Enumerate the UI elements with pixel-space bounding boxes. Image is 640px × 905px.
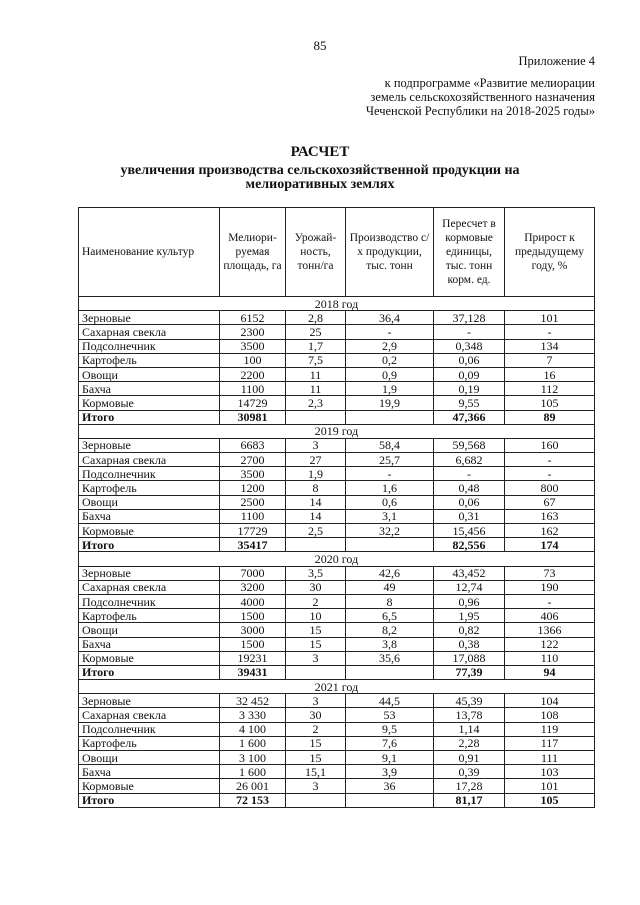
- table-cell: 9,1: [346, 751, 434, 765]
- total-cell: 72 153: [220, 793, 286, 807]
- crop-name-cell: Картофель: [79, 353, 220, 367]
- table-row: [79, 339, 595, 353]
- table-cell: 73: [505, 566, 595, 580]
- table-cell: 190: [505, 580, 595, 594]
- total-cell: [346, 538, 434, 552]
- table-cell: 112: [505, 382, 595, 396]
- table-cell: 2200: [220, 367, 286, 381]
- table-cell: 15: [286, 637, 346, 651]
- table-cell: 3500: [220, 339, 286, 353]
- total-cell: [286, 538, 346, 552]
- table-cell: 3: [286, 694, 346, 708]
- table-cell: 1,6: [346, 481, 434, 495]
- table-row: [79, 353, 595, 367]
- table-cell: 44,5: [346, 694, 434, 708]
- table-cell: 3,5: [286, 566, 346, 580]
- table-row: [79, 495, 595, 509]
- crop-name-cell: Бахча: [79, 765, 220, 779]
- year-row: [79, 680, 595, 694]
- table-cell: 100: [220, 353, 286, 367]
- appendix-header: [366, 54, 595, 118]
- table-cell: 117: [505, 736, 595, 750]
- table-cell: 1200: [220, 481, 286, 495]
- document-subtitle: увеличения производства сельскохозяйственной продукции на мелиоративных землях: [120, 163, 520, 192]
- table-cell: 7000: [220, 566, 286, 580]
- table-cell: 8: [286, 481, 346, 495]
- table-cell: -: [346, 467, 434, 481]
- table-cell: 0,48: [434, 481, 505, 495]
- table-cell: 36,4: [346, 311, 434, 325]
- table-cell: 3: [286, 779, 346, 793]
- table-cell: 3200: [220, 580, 286, 594]
- table-cell: 2,28: [434, 736, 505, 750]
- appendix-subprogram-line: земель сельскохозяйственного назначения: [370, 90, 595, 104]
- table-cell: 0,31: [434, 509, 505, 523]
- table-cell: 8: [346, 594, 434, 608]
- crop-name-cell: Овощи: [79, 367, 220, 381]
- crop-name-cell: Бахча: [79, 637, 220, 651]
- table-cell: 0,348: [434, 339, 505, 353]
- crop-name-cell: Зерновые: [79, 311, 220, 325]
- table-row: [79, 779, 595, 793]
- table-row: [79, 382, 595, 396]
- total-row: [79, 410, 595, 424]
- table-cell: 14: [286, 509, 346, 523]
- table-cell: 2: [286, 722, 346, 736]
- page-number: 85: [313, 38, 327, 53]
- table-cell: 1,95: [434, 609, 505, 623]
- total-cell: [346, 410, 434, 424]
- column-header-production: Производство с/х продукции, тыс. тонн: [346, 208, 434, 297]
- table-row: [79, 325, 595, 339]
- total-cell: [286, 793, 346, 807]
- table-cell: 1 600: [220, 736, 286, 750]
- table-row: [79, 396, 595, 410]
- table-cell: 19,9: [346, 396, 434, 410]
- table-cell: 6,682: [434, 453, 505, 467]
- total-label-cell: Итого: [79, 793, 220, 807]
- table-cell: 1,9: [346, 382, 434, 396]
- table-cell: 101: [505, 779, 595, 793]
- total-row: [79, 793, 595, 807]
- crop-name-cell: Сахарная свекла: [79, 453, 220, 467]
- table-cell: 3500: [220, 467, 286, 481]
- total-label-cell: Итого: [79, 410, 220, 424]
- total-cell: 89: [505, 410, 595, 424]
- total-row: [79, 538, 595, 552]
- total-cell: 47,366: [434, 410, 505, 424]
- crop-name-cell: Сахарная свекла: [79, 325, 220, 339]
- crop-name-cell: Подсолнечник: [79, 594, 220, 608]
- crop-name-cell: Картофель: [79, 481, 220, 495]
- crop-name-cell: Зерновые: [79, 438, 220, 452]
- total-cell: [286, 665, 346, 679]
- column-header-feed-units: Пересчет в кормовые единицы, тыс. тонн корм. ед.: [434, 208, 505, 297]
- table-row: [79, 637, 595, 651]
- crop-name-cell: Овощи: [79, 623, 220, 637]
- table-cell: 1100: [220, 382, 286, 396]
- column-header-growth: Прирост к предыдущему году, %: [505, 208, 595, 297]
- table-cell: 1,14: [434, 722, 505, 736]
- crop-name-cell: Кормовые: [79, 651, 220, 665]
- table-cell: 4 100: [220, 722, 286, 736]
- crop-name-cell: Овощи: [79, 751, 220, 765]
- total-cell: 30981: [220, 410, 286, 424]
- table-cell: 0,96: [434, 594, 505, 608]
- total-cell: 94: [505, 665, 595, 679]
- table-cell: 2500: [220, 495, 286, 509]
- table-cell: 58,4: [346, 438, 434, 452]
- table-cell: 3 330: [220, 708, 286, 722]
- table-cell: 3000: [220, 623, 286, 637]
- table-cell: 14: [286, 495, 346, 509]
- table-cell: 9,5: [346, 722, 434, 736]
- table-cell: 15: [286, 736, 346, 750]
- table-cell: 0,06: [434, 353, 505, 367]
- table-cell: 0,91: [434, 751, 505, 765]
- total-cell: 77,39: [434, 665, 505, 679]
- crop-name-cell: Подсолнечник: [79, 339, 220, 353]
- table-cell: 9,55: [434, 396, 505, 410]
- table-cell: 15,456: [434, 524, 505, 538]
- table-row: [79, 453, 595, 467]
- table-cell: 32,2: [346, 524, 434, 538]
- year-label: 2019 год: [79, 424, 595, 438]
- total-cell: 35417: [220, 538, 286, 552]
- table-cell: 53: [346, 708, 434, 722]
- table-cell: 16: [505, 367, 595, 381]
- table-row: [79, 524, 595, 538]
- table-cell: 4000: [220, 594, 286, 608]
- table-cell: 0,19: [434, 382, 505, 396]
- table-cell: 26 001: [220, 779, 286, 793]
- table-cell: 2,9: [346, 339, 434, 353]
- table-cell: 15,1: [286, 765, 346, 779]
- total-cell: 82,556: [434, 538, 505, 552]
- table-cell: 0,2: [346, 353, 434, 367]
- table-cell: 13,78: [434, 708, 505, 722]
- table-cell: 162: [505, 524, 595, 538]
- table-cell: 1500: [220, 609, 286, 623]
- table-cell: 0,06: [434, 495, 505, 509]
- table-cell: 6152: [220, 311, 286, 325]
- table-row: [79, 566, 595, 580]
- appendix-label: Приложение 4: [518, 54, 595, 68]
- table-cell: 15: [286, 751, 346, 765]
- table-cell: 163: [505, 509, 595, 523]
- table-cell: 0,82: [434, 623, 505, 637]
- table-row: [79, 438, 595, 452]
- total-cell: [346, 793, 434, 807]
- table-cell: 1100: [220, 509, 286, 523]
- table-cell: 3: [286, 651, 346, 665]
- table-cell: 19231: [220, 651, 286, 665]
- table-row: [79, 481, 595, 495]
- table-cell: -: [434, 325, 505, 339]
- table-cell: 43,452: [434, 566, 505, 580]
- table-cell: 160: [505, 438, 595, 452]
- table-cell: 2,5: [286, 524, 346, 538]
- table-cell: -: [505, 467, 595, 481]
- table-cell: 2700: [220, 453, 286, 467]
- total-label-cell: Итого: [79, 538, 220, 552]
- column-header-yield: Урожай-ность, тонн/га: [286, 208, 346, 297]
- table-cell: 15: [286, 623, 346, 637]
- table-cell: 11: [286, 382, 346, 396]
- table-cell: 0,38: [434, 637, 505, 651]
- table-cell: 12,74: [434, 580, 505, 594]
- table-header-row: [79, 208, 595, 297]
- table-row: [79, 736, 595, 750]
- table-row: [79, 367, 595, 381]
- total-cell: 105: [505, 793, 595, 807]
- table-cell: 17,28: [434, 779, 505, 793]
- table-cell: 110: [505, 651, 595, 665]
- crop-name-cell: Овощи: [79, 495, 220, 509]
- table-cell: -: [505, 453, 595, 467]
- table-row: [79, 765, 595, 779]
- calculation-table: [78, 207, 595, 808]
- total-row: [79, 665, 595, 679]
- crop-name-cell: Кормовые: [79, 779, 220, 793]
- table-row: [79, 311, 595, 325]
- crop-name-cell: Бахча: [79, 509, 220, 523]
- table-cell: 30: [286, 580, 346, 594]
- year-row: [79, 297, 595, 311]
- table-cell: 49: [346, 580, 434, 594]
- crop-name-cell: Бахча: [79, 382, 220, 396]
- crop-name-cell: Картофель: [79, 736, 220, 750]
- table-cell: 2,3: [286, 396, 346, 410]
- table-cell: 2: [286, 594, 346, 608]
- table-row: [79, 580, 595, 594]
- table-cell: 3,9: [346, 765, 434, 779]
- table-row: [79, 694, 595, 708]
- table-cell: 67: [505, 495, 595, 509]
- table-cell: 7,5: [286, 353, 346, 367]
- table-cell: 2,8: [286, 311, 346, 325]
- crop-name-cell: Сахарная свекла: [79, 708, 220, 722]
- table-cell: 1366: [505, 623, 595, 637]
- table-row: [79, 467, 595, 481]
- total-cell: 81,17: [434, 793, 505, 807]
- table-cell: 3: [286, 438, 346, 452]
- table-cell: 406: [505, 609, 595, 623]
- crop-name-cell: Подсолнечник: [79, 467, 220, 481]
- table-cell: 32 452: [220, 694, 286, 708]
- table-cell: 3,8: [346, 637, 434, 651]
- table-cell: 108: [505, 708, 595, 722]
- total-cell: 174: [505, 538, 595, 552]
- year-row: [79, 424, 595, 438]
- table-row: [79, 722, 595, 736]
- table-cell: 11: [286, 367, 346, 381]
- table-cell: 0,6: [346, 495, 434, 509]
- table-cell: -: [346, 325, 434, 339]
- table-cell: 1500: [220, 637, 286, 651]
- table-cell: 119: [505, 722, 595, 736]
- table-cell: 7: [505, 353, 595, 367]
- document-title: РАСЧЕТ: [290, 144, 350, 160]
- table-cell: 14729: [220, 396, 286, 410]
- table-cell: 8,2: [346, 623, 434, 637]
- crop-name-cell: Картофель: [79, 609, 220, 623]
- table-cell: 25,7: [346, 453, 434, 467]
- table-cell: 101: [505, 311, 595, 325]
- table-cell: 42,6: [346, 566, 434, 580]
- table-cell: 2300: [220, 325, 286, 339]
- table-cell: 0,39: [434, 765, 505, 779]
- table-row: [79, 609, 595, 623]
- table-cell: 6,5: [346, 609, 434, 623]
- table-cell: 1,9: [286, 467, 346, 481]
- table-row: [79, 751, 595, 765]
- crop-name-cell: Подсолнечник: [79, 722, 220, 736]
- appendix-subprogram-line: к подпрограмме «Развитие мелиорации: [384, 76, 595, 90]
- table-row: [79, 708, 595, 722]
- table-row: [79, 651, 595, 665]
- table-cell: 17,088: [434, 651, 505, 665]
- table-row: [79, 509, 595, 523]
- total-cell: [286, 410, 346, 424]
- year-label: 2021 год: [79, 680, 595, 694]
- crop-name-cell: Кормовые: [79, 524, 220, 538]
- table-cell: 30: [286, 708, 346, 722]
- table-cell: 0,09: [434, 367, 505, 381]
- column-header-area: Мелиори-руемая площадь, га: [220, 208, 286, 297]
- table-cell: 103: [505, 765, 595, 779]
- table-row: [79, 594, 595, 608]
- total-cell: 39431: [220, 665, 286, 679]
- appendix-subprogram-line: Чеченской Республики на 2018-2025 годы»: [365, 104, 595, 118]
- table-cell: 111: [505, 751, 595, 765]
- table-cell: 0,9: [346, 367, 434, 381]
- crop-name-cell: Сахарная свекла: [79, 580, 220, 594]
- year-label: 2020 год: [79, 552, 595, 566]
- table-cell: 122: [505, 637, 595, 651]
- table-cell: 59,568: [434, 438, 505, 452]
- table-cell: -: [505, 594, 595, 608]
- crop-name-cell: Зерновые: [79, 694, 220, 708]
- year-row: [79, 552, 595, 566]
- table-cell: -: [434, 467, 505, 481]
- table-cell: 3 100: [220, 751, 286, 765]
- table-cell: 1,7: [286, 339, 346, 353]
- table-cell: 45,39: [434, 694, 505, 708]
- table-cell: 10: [286, 609, 346, 623]
- table-cell: 800: [505, 481, 595, 495]
- table-cell: 7,6: [346, 736, 434, 750]
- table-cell: 6683: [220, 438, 286, 452]
- column-header-name: Наименование культур: [79, 208, 220, 297]
- table-cell: 36: [346, 779, 434, 793]
- table-cell: -: [505, 325, 595, 339]
- table-row: [79, 623, 595, 637]
- table-body: [79, 297, 595, 808]
- table-cell: 104: [505, 694, 595, 708]
- table-cell: 37,128: [434, 311, 505, 325]
- table-cell: 3,1: [346, 509, 434, 523]
- total-cell: [346, 665, 434, 679]
- total-label-cell: Итого: [79, 665, 220, 679]
- year-label: 2018 год: [79, 297, 595, 311]
- table-cell: 134: [505, 339, 595, 353]
- table-cell: 1 600: [220, 765, 286, 779]
- table-cell: 17729: [220, 524, 286, 538]
- table-cell: 105: [505, 396, 595, 410]
- table-cell: 27: [286, 453, 346, 467]
- table-cell: 25: [286, 325, 346, 339]
- table-cell: 35,6: [346, 651, 434, 665]
- crop-name-cell: Зерновые: [79, 566, 220, 580]
- crop-name-cell: Кормовые: [79, 396, 220, 410]
